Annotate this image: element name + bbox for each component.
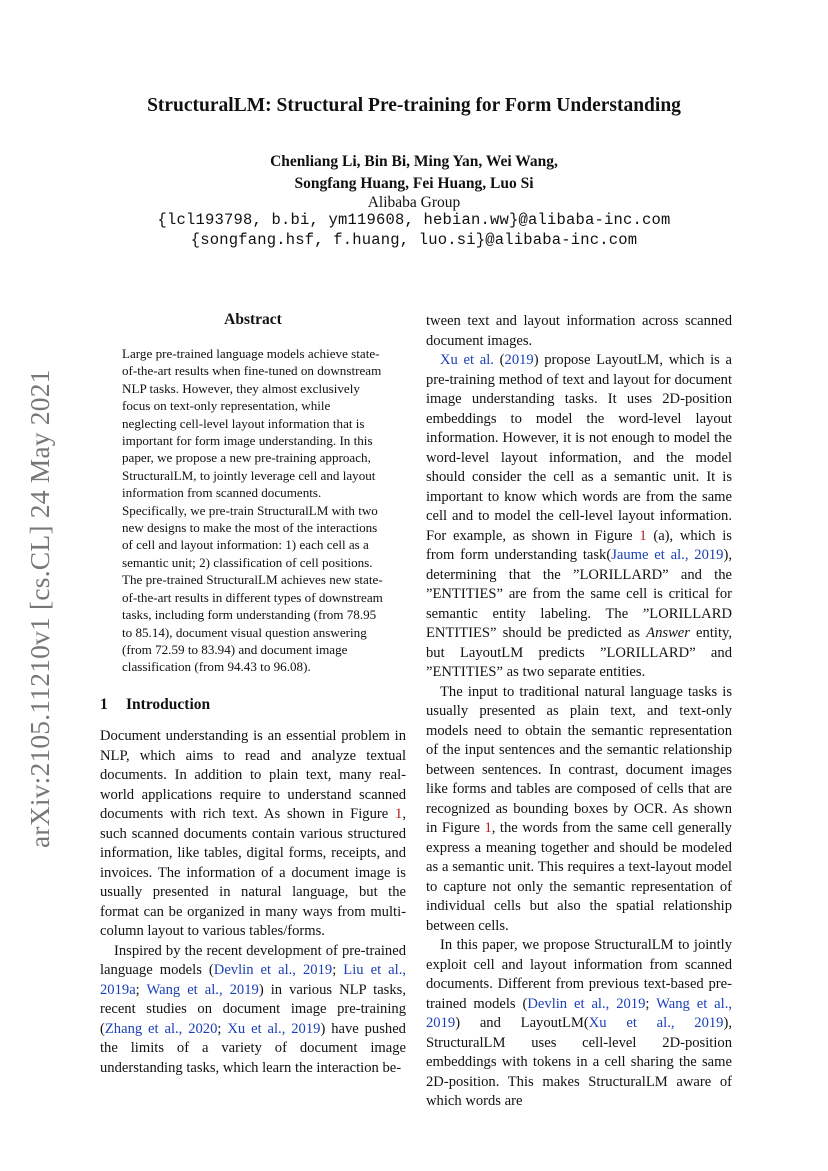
email-line-2: {songfang.hsf, f.huang, luo.si}@alibaba-inc.com [190,231,638,249]
affiliation: Alibaba Group [367,194,461,211]
section-number: 1 [100,696,108,713]
section-title: Introduction [126,696,211,713]
figure-ref-link[interactable]: 1 [484,820,492,836]
intro-paragraph-2: Inspired by the recent development of pre-trained language models (Devlin et al., 2019; Liu et al., 2019a; Wang et al., 2019) in various NLP tasks, recent studies on document image pre-training (Zhang et al., 2020; Xu et al., 2019) have pushed the limits of a variety of document image understanding tasks, which learn the interaction be- [100,942,407,1076]
citation-link[interactable]: Devlin et al., 2019 [527,995,646,1012]
abstract-heading: Abstract [224,311,282,328]
citation-link[interactable]: Liu et al., 2019a [100,962,407,998]
abstract-body: Large pre-trained language models achieve state-of-the-art results when fine-tuned on downstream NLP tasks. However, they almost exclusively focus on text-only representation, while neglecting cell-level layout information that is important for form image understanding. In this paper, we propose a new pre-training approach, StructuralLM, to jointly leverage cell and layout information from scanned documents. Specifically, we pre-train StructuralLM with two new designs to make the most of the interactions of cell and layout information: 1) each cell as a semantic unit; 2) classification of cell positions. The pre-trained StructuralLM achieves new state-of-the-art results in different types of downstream tasks, including form understanding (from 78.95 to 85.14), document visual question answering (from 72.59 to 83.94) and document image classification (from 94.43 to 96.08). [122,346,383,675]
right-paragraph-2: The input to traditional natural language tasks is usually presented as plain text, and text-only models need to obtain the semantic representation of the input sentences and the semantic relationship between sentences. In contrast, document images like forms and tables are composed of cells that are recognized as bounding boxes by OCR. As shown in Figure 1, the words from the same cell generally express a meaning together and should be modeled as a semantic unit. This requires a text-layout model to capture not only the semantic representation of individual cells but also the spatial relationship between cells. [426,683,732,934]
right-paragraph-0: tween text and layout information across scanned document images. [426,313,732,349]
citation-link[interactable]: Jaume et al., 2019 [611,547,724,563]
citation-link[interactable]: Wang et al., 2019 [146,981,259,998]
emphasis-answer: Answer [646,625,690,641]
figure-ref-link[interactable]: 1 [639,527,647,544]
citation-link[interactable]: Xu et al. [440,352,494,368]
right-paragraph-3: In this paper, we propose StructuralLM to jointly exploit cell and layout information from scanned documents. Different from previous text-based pre-trained models (Devlin et al., 2019; Wang et al., 2019) and LayoutLM(Xu et al., 2019), StructuralLM uses cell-level 2D-position embeddings with tokens in a cell sharing the same 2D-position. This makes StructuralLM aware of which words are [426,937,732,1109]
author-line-2: Songfang Huang, Fei Huang, Luo Si [294,174,534,192]
citation-link[interactable]: Zhang et al., 2020 [104,1020,218,1037]
left-column-body [100,727,406,1078]
author-line-1: Chenliang Li, Bin Bi, Ming Yan, Wei Wang, [270,153,558,170]
intro-paragraph-1: Document understanding is an essential problem in NLP, which aims to read and analyze textual documents. In addition to plain text, many real-world applications require to understand scanned documents with rich text. As shown in Figure 1, such scanned documents contain various structured information, like tables, digital forms, receipts, and invoices. The information of a document image is usually presented in natural language, but the format can be organized in many ways from multi-column layout to various tables/forms. [100,728,406,939]
citation-link[interactable]: Devlin et al., 2019 [213,962,333,978]
email-line-1: {lcl193798, b.bi, ym119608, hebian.ww}@alibaba-inc.com [157,211,671,229]
right-paragraph-1: Xu et al. (2019) propose LayoutLM, which is a pre-training method of text and layout for document image understanding tasks. It uses 2D-position embeddings to model the word-level layout information. However, it is not enough to model the word-level layout information, and the model should consider the cell as a semantic unit. It is important to know which words are from the same cell and to model the cell-level layout information. For example, as shown in Figure 1 (a), which is from form understanding task(Jaume et al., 2019), determining that the ”LORILLARD” and the ”ENTITIES” are from the same cell is critical for semantic entity labeling. The ”LORILLARD ENTITIES” should be predicted as Answer entity, but LayoutLM predicts ”LORILLARD” and ”ENTITIES” as two separate entities. [426,352,732,680]
figure-ref-link[interactable]: 1 [395,806,403,822]
citation-link[interactable]: Xu et al., 2019 [588,1015,724,1031]
section-heading [100,696,406,714]
citation-link[interactable]: 2019 [504,352,534,368]
paper-title: StructuralLM: Structural Pre-training for Form Understanding [147,95,681,116]
citation-link[interactable]: Xu et al., 2019 [227,1020,321,1037]
right-column-body [426,312,732,1112]
citation-link[interactable]: Wang et al., 2019 [426,995,732,1031]
author-list [0,151,828,194]
arxiv-identifier-stamp[interactable]: arXiv:2105.11210v1 [cs.CL] 24 May 2021 [24,369,55,848]
